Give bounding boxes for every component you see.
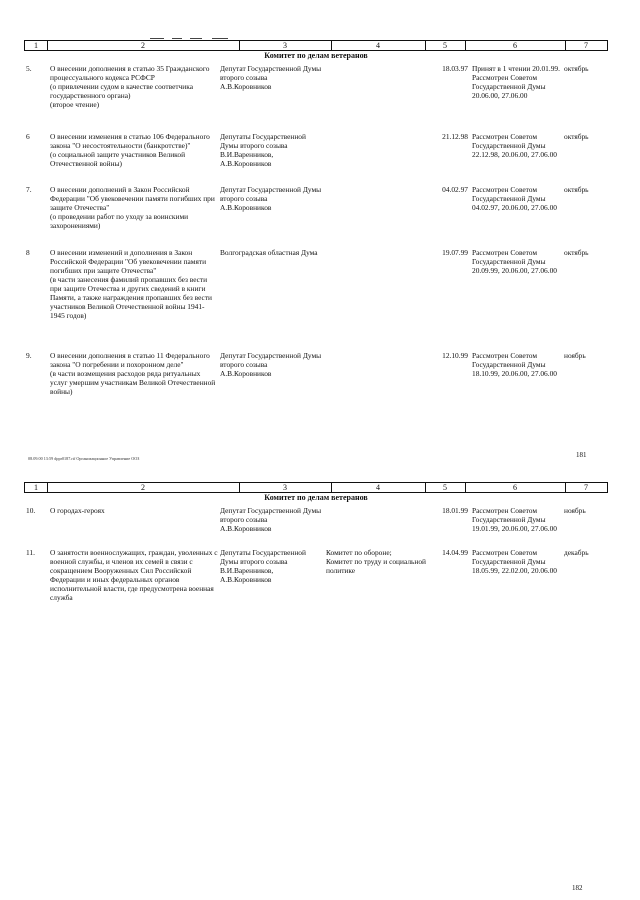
header-col-4: 4 <box>376 41 380 50</box>
table-row <box>24 185 608 248</box>
bill-title: О внесении изменений и дополнения в Закон Российской Федерации "Об увековечении памяти погибших при защите Отечества" (в части занесения фамилий пропавших без вести при защите Отечества и других сведений в книги Памяти, а также награждения пропавших без вести участников Великой Отечественной войны 1941-1945 годов) <box>50 248 213 320</box>
top-scan-marks <box>150 38 230 39</box>
bill-title: О занятости военнослужащих, граждан, уволенных с военной службы, и членов их семей в связи с сокращением Вооруженных Сил Российской Федерации и иных федеральных органов исполнительной власти, где предусмотрена военная служба <box>50 548 218 602</box>
bill-status: Рассмотрен Советом Государственной Думы 04.02.97, 20.06.00, 27.06.00 <box>472 185 557 212</box>
bill-month: октябрь <box>564 64 589 73</box>
bill-month: ноябрь <box>564 506 586 515</box>
header-col-6: 6 <box>513 483 517 492</box>
bill-status: Рассмотрен Советом Государственной Думы 20.09.99, 20.06.00, 27.06.00 <box>472 248 557 275</box>
row-number: 9. <box>26 351 32 360</box>
bill-status: Рассмотрен Советом Государственной Думы 18.10.99, 20.06.00, 27.06.00 <box>472 351 557 378</box>
table-row <box>24 351 608 416</box>
bill-month: декабрь <box>564 548 589 557</box>
bill-month: ноябрь <box>564 351 586 360</box>
bill-date: 18.03.97 <box>442 64 468 73</box>
bill-status: Рассмотрен Советом Государственной Думы 22.12.98, 20.06.00, 27.06.00 <box>472 132 557 159</box>
bill-status: Принят в 1 чтении 20.01.99. Рассмотрен Советом Государственной Думы 20.06.00, 27.06.00 <box>472 64 560 100</box>
bill-initiator: Депутаты Государственной Думы второго созыва В.И.Варенников, А.В.Коровников <box>220 548 306 584</box>
header-col-5: 5 <box>443 483 447 492</box>
bill-initiator: Депутаты Государственной Думы второго созыва В.И.Варенников, А.В.Коровников <box>220 132 306 168</box>
row-number: 8 <box>26 248 30 257</box>
row-number: 10. <box>26 506 36 515</box>
header-col-7: 7 <box>584 41 588 50</box>
bill-title: О внесении изменения в статью 106 Федерального закона "О несостоятельности (банкротстве)" (о социальной защите участников Великой Отечественной войны) <box>50 132 210 168</box>
header-col-4: 4 <box>376 483 380 492</box>
header-col-7: 7 <box>584 483 588 492</box>
header-col-2: 2 <box>141 41 145 50</box>
bill-title: О внесении дополнения в статью 11 Федерального закона "О погребении и похоронном деле" (в части возмещения расходов ряда ритуальных услуг умершим участникам Великой Отечественной войны) <box>50 351 216 396</box>
bill-date: 04.02.97 <box>442 185 468 194</box>
table-header <box>24 40 608 51</box>
bill-month: октябрь <box>564 132 589 141</box>
committee-heading: Комитет по делам ветеранов <box>264 493 368 502</box>
bill-date: 18.01.99 <box>442 506 468 515</box>
bill-co-committee: Комитет по обороне; Комитет по труду и социальной политике <box>326 548 426 575</box>
bill-table-page-182 <box>24 482 608 628</box>
row-number: 7. <box>26 185 32 194</box>
bill-initiator: Волгоградская областная Дума <box>220 248 318 257</box>
page-number-182: 182 <box>572 884 583 892</box>
bill-date: 19.07.99 <box>442 248 468 257</box>
bill-initiator: Депутат Государственной Думы второго созыва А.В.Коровников <box>220 64 322 91</box>
committee-heading: Комитет по делам ветеранов <box>264 51 368 60</box>
bill-title: О внесении дополнений в Закон Российской Федерации "Об увековечении памяти погибших при защите Отечества" (о проведении работ по уходу за воинскими захоронениями) <box>50 185 215 230</box>
header-col-3: 3 <box>283 483 287 492</box>
bill-month: октябрь <box>564 248 589 257</box>
bill-initiator: Депутат Государственной Думы второго созыва А.В.Коровников <box>220 506 322 533</box>
table-row <box>24 548 608 628</box>
table-row <box>24 132 608 185</box>
bill-title: О городах-героях <box>50 506 105 515</box>
header-col-2: 2 <box>141 483 145 492</box>
row-number: 5. <box>26 64 32 73</box>
page-number-181: 181 <box>576 451 587 459</box>
row-number: 11. <box>26 548 35 557</box>
bill-table-page-181 <box>24 40 608 416</box>
table-row <box>24 506 608 548</box>
table-header <box>24 482 608 493</box>
bill-status: Рассмотрен Советом Государственной Думы 19.01.99, 20.06.00, 27.06.00 <box>472 506 557 533</box>
bill-initiator: Депутат Государственной Думы второго созыва А.В.Коровников <box>220 351 322 378</box>
bill-title: О внесении дополнения в статью 35 Гражданского процессуального кодекса РСФСР (о привлечении судом в качестве соответчика государственного органа) (второе чтение) <box>50 64 210 109</box>
header-col-6: 6 <box>513 41 517 50</box>
bill-month: октябрь <box>564 185 589 194</box>
header-col-1: 1 <box>34 483 38 492</box>
bill-initiator: Депутат Государственной Думы второго созыва А.В.Коровников <box>220 185 322 212</box>
table-row <box>24 248 608 351</box>
bill-status: Рассмотрен Советом Государственной Думы 18.05.99, 22.02.00, 20.06.00 <box>472 548 557 575</box>
bill-date: 21.12.98 <box>442 132 468 141</box>
table-row <box>24 64 608 132</box>
bill-date: 14.04.99 <box>442 548 468 557</box>
header-col-1: 1 <box>34 41 38 50</box>
header-col-5: 5 <box>443 41 447 50</box>
footer-file-note: 08.09.00 13:59 dppr0187.rtf Организационное Управление ООЗ <box>28 456 140 461</box>
row-number: 6 <box>26 132 30 141</box>
bill-date: 12.10.99 <box>442 351 468 360</box>
header-col-3: 3 <box>283 41 287 50</box>
